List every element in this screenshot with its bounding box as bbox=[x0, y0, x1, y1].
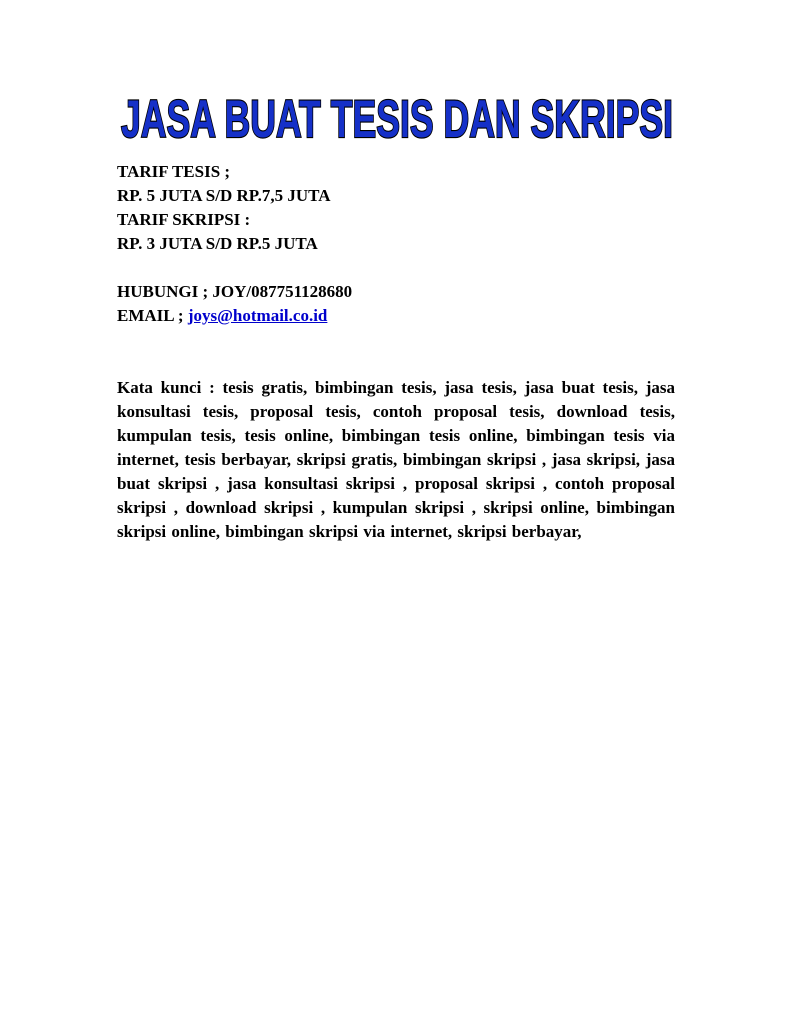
spacer bbox=[117, 256, 675, 280]
email-label: EMAIL ; bbox=[117, 306, 188, 325]
keywords-paragraph: Kata kunci : tesis gratis, bimbingan tesis, jasa tesis, jasa buat tesis, jasa konsultasi tesis, proposal tesis, contoh proposal tesis, download tesis, kumpulan tesis, tesis online, bimbingan tesis online, bimbingan tesis via internet, tesis berbayar, skripsi gratis, bimbingan skripsi , jasa skripsi, jasa buat skripsi , jasa konsultasi skripsi , proposal skripsi , contoh proposal skripsi , download skripsi , kumpulan skripsi , skripsi online, bimbingan skripsi online, bimbingan skripsi via internet, skripsi berbayar, bbox=[117, 378, 675, 541]
contact-line: HUBUNGI ; JOY/087751128680 bbox=[117, 282, 353, 301]
document-title bbox=[117, 88, 677, 144]
title-wordart bbox=[117, 88, 677, 144]
tarif-skripsi-value: RP. 3 JUTA S/D RP.5 JUTA bbox=[117, 234, 318, 253]
title-text: JASA BUAT TESIS DAN SKRIPSI bbox=[121, 90, 673, 144]
tarif-tesis-label: TARIF TESIS ; bbox=[117, 162, 231, 181]
document-body bbox=[117, 160, 675, 544]
email-line bbox=[117, 304, 675, 328]
tarif-tesis-value: RP. 5 JUTA S/D RP.7,5 JUTA bbox=[117, 186, 331, 205]
email-link[interactable]: joys@hotmail.co.id bbox=[187, 306, 328, 325]
tarif-skripsi-label: TARIF SKRIPSI : bbox=[117, 210, 251, 229]
spacer bbox=[117, 328, 675, 376]
